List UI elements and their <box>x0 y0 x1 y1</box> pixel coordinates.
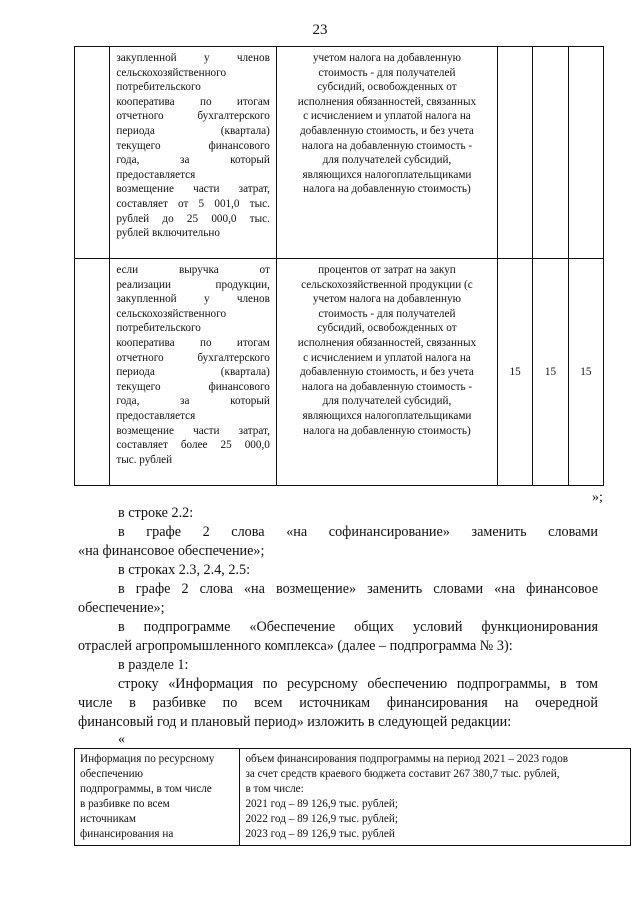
cell-line: возмещение части затрат, <box>116 424 270 437</box>
cell-line: с исчислением и уплатой налога на <box>303 351 471 364</box>
subsidy-rates-table <box>74 46 604 486</box>
table-cell-condition <box>110 47 277 259</box>
cell-line: налога на добавленную стоимость) <box>303 183 471 196</box>
cell-line: сельскохозяйственного <box>116 307 227 320</box>
paragraph: в графе 2 слова «на возмещение» заменить словами «на финансовое <box>118 581 598 597</box>
cell-line: являющихся налогоплательщиками <box>302 409 472 422</box>
cell-line: тыс. рублей <box>116 453 173 466</box>
cell-line: 2023 год – 89 126,9 тыс. рублей <box>245 828 395 840</box>
paragraph: отраслей агропромышленного комплекса» (далее – подпрограмма № 3): <box>78 638 513 654</box>
cell-line: источникам <box>80 813 136 825</box>
cell-line: для получателей субсидий, <box>322 154 452 167</box>
table-cell-label <box>75 749 240 846</box>
cell-line: реализации продукции, <box>116 278 270 291</box>
cell-line: стоимость - для получателей <box>318 66 456 79</box>
table-cell-value: 15 <box>497 259 532 486</box>
paragraph: в разделе 1: <box>118 657 189 673</box>
cell-line: периода (квартала) <box>116 366 270 379</box>
cell-line: финансирования на <box>80 828 174 840</box>
cell-line: рублей включительно <box>116 227 220 240</box>
cell-line: потребительского <box>116 322 201 335</box>
cell-line: учетом налога на добавленную <box>312 52 461 64</box>
cell-line: предоставляется <box>116 409 196 422</box>
paragraph: обеспечение»; <box>78 600 165 616</box>
table-row <box>75 749 631 846</box>
cell-line: сельскохозяйственной продукции (с <box>301 278 473 291</box>
paragraph: финансовый год и плановый период» изложить в следующей редакции: <box>78 714 512 730</box>
paragraph: в графе 2 слова «на софинансирование» заменить словами <box>118 524 598 540</box>
cell-line: в том числе: <box>245 783 304 795</box>
cell-line: стоимость - для получателей <box>318 307 456 320</box>
cell-line: составляет более 25 000,0 <box>116 439 270 452</box>
cell-line: рублей до 25 000,0 тыс. <box>116 212 270 225</box>
table-cell-value: 15 <box>533 259 568 486</box>
page-number: 23 <box>312 22 328 38</box>
table-cell-number <box>75 47 110 259</box>
cell-line: исполнения обязанностей, связанных <box>297 336 477 349</box>
resource-table <box>74 748 631 846</box>
cell-line: в разбивке по всем <box>80 798 170 810</box>
cell-line: отчетного бухгалтерского <box>116 351 270 364</box>
paragraph: в строке 2.2: <box>118 505 194 521</box>
cell-line: года, за который <box>116 395 270 408</box>
cell-line: объем финансирования подпрограммы на период 2021 – 2023 годов <box>245 753 569 765</box>
cell-line: закупленной у членов <box>116 293 270 306</box>
cell-line: если выручка от <box>116 264 270 276</box>
paragraph: «на финансовое обеспечение»; <box>78 543 265 559</box>
cell-line: налога на добавленную стоимость) <box>303 424 471 437</box>
cell-line: текущего финансового <box>116 380 270 393</box>
cell-line: субсидий, освобожденных от <box>317 322 457 335</box>
cell-line: сельскохозяйственного <box>116 66 227 79</box>
cell-line: для получателей субсидий, <box>322 395 452 408</box>
table-cell-rate-description <box>276 259 497 486</box>
cell-line: периода (квартала) <box>116 124 270 137</box>
opening-quote: « <box>118 732 125 747</box>
cell-line: текущего финансового <box>116 139 270 152</box>
table-cell-number <box>75 259 110 486</box>
cell-line: учетом налога на добавленную <box>312 293 461 306</box>
cell-line: 2022 год – 89 126,9 тыс. рублей; <box>245 813 398 825</box>
paragraph: числе в разбивке по всем источникам финансирования на очередной <box>78 695 598 711</box>
cell-line: добавленную стоимость, и без учета <box>299 124 474 137</box>
paragraph: строку «Информация по ресурсному обеспечению подпрограммы, в том <box>118 676 598 692</box>
cell-line: исполнения обязанностей, связанных <box>297 95 477 108</box>
cell-line: субсидий, освобожденных от <box>317 81 457 94</box>
table-cell-condition <box>110 259 277 486</box>
cell-line: закупленной у членов <box>116 52 270 64</box>
cell-line: обеспечению <box>80 768 143 780</box>
cell-line: с исчислением и уплатой налога на <box>303 110 471 123</box>
table-row <box>75 47 604 259</box>
cell-line: составляет от 5 001,0 тыс. <box>116 197 270 210</box>
table-cell-value: 15 <box>568 259 603 486</box>
cell-line: возмещение части затрат, <box>116 183 270 196</box>
cell-line: являющихся налогоплательщиками <box>302 168 472 181</box>
cell-line: добавленную стоимость, и без учета <box>299 366 474 379</box>
table-cell-value <box>240 749 631 846</box>
cell-line: Информация по ресурсному <box>80 753 215 765</box>
table-cell-value <box>568 47 603 259</box>
cell-line: предоставляется <box>116 168 196 181</box>
cell-line: года, за который <box>116 154 270 167</box>
cell-line: 2021 год – 89 126,9 тыс. рублей; <box>245 798 398 810</box>
paragraph: в подпрограмме «Обеспечение общих условий функционирования <box>118 619 598 635</box>
cell-line: кооператива по итогам <box>116 336 270 349</box>
cell-line: потребительского <box>116 81 201 94</box>
table-row <box>75 259 604 486</box>
table-cell-value <box>533 47 568 259</box>
cell-line: отчетного бухгалтерского <box>116 110 270 123</box>
cell-line: налога на добавленную стоимость - <box>301 139 473 152</box>
cell-line: налога на добавленную стоимость - <box>301 380 473 393</box>
cell-line: процентов от затрат на закуп <box>318 264 456 276</box>
paragraph: в строках 2.3, 2.4, 2.5: <box>118 562 251 578</box>
closing-quote: »; <box>592 490 603 505</box>
table-cell-rate-description <box>276 47 497 259</box>
cell-line: подпрограммы, в том числе <box>80 783 212 795</box>
cell-line: кооператива по итогам <box>116 95 270 108</box>
cell-line: за счет средств краевого бюджета составит 267 380,7 тыс. рублей, <box>245 768 560 780</box>
table-cell-value <box>497 47 532 259</box>
